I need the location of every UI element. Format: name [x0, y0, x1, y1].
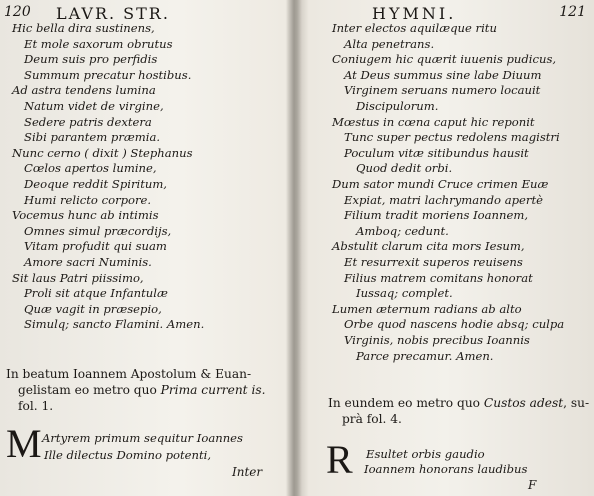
- right-verse-line: Iussaq; complet.: [356, 286, 453, 301]
- left-verse-line: Sibi parantem præmia.: [24, 130, 161, 145]
- left-verse-line: Nunc cerno ( dixit ) Stephanus: [12, 145, 193, 160]
- right-verse-line: Lumen æternum radians ab alto: [332, 301, 522, 316]
- right-drop-cap: R: [326, 437, 353, 482]
- left-verse-line: Omnes simul præcordijs,: [24, 223, 172, 238]
- left-verse-line: Amore sacri Numinis.: [24, 255, 152, 269]
- right-catchword: F: [528, 478, 537, 492]
- right-hymn-line-2: Ioannem honorans laudibus: [364, 462, 528, 476]
- left-verse-line: Proli sit atque Infantulæ: [24, 286, 168, 301]
- left-running-head: [0, 4, 290, 22]
- left-rubric-line-2: [18, 383, 265, 398]
- right-verse-line: Coniugem hic quærit iuuenis pudicus,: [332, 52, 557, 67]
- right-verse-line: Virginem seruans numero locauit: [344, 83, 541, 98]
- right-verse-line: Amboq; cedunt.: [356, 223, 449, 238]
- right-verse-line: Mœstus in cœna caput hic reponit: [332, 114, 535, 129]
- left-running-title: LAVR. STR.: [56, 4, 170, 23]
- left-verse-line: Humi relicto corpore.: [24, 192, 152, 207]
- right-verse-line: Expiat, matri lachrymando apertè: [344, 192, 543, 207]
- left-rubric-text: gelistam eo metro quo: [18, 383, 161, 397]
- left-verse-line: Hic bella dira sustinens,: [12, 21, 155, 35]
- left-hymn-line-1: Artyrem primum sequitur Ioannes: [42, 431, 243, 445]
- left-drop-cap: M: [6, 421, 42, 466]
- right-rubric-line-1: [328, 396, 589, 411]
- left-verse-line: Vocemus hunc ab intimis: [12, 208, 159, 223]
- left-verse-line: Natum videt de virgine,: [24, 99, 164, 113]
- left-rubric-line-1: In beatum Ioannem Apostolum & Euan-: [6, 367, 252, 381]
- right-rubric-italic: Custos adest: [483, 396, 564, 410]
- right-running-head: [298, 4, 594, 22]
- right-verse-line: At Deus summus sine labe Diuum: [344, 67, 542, 82]
- left-hymn-line-2: Ille dilectus Domino potenti,: [44, 448, 212, 462]
- right-verse-line: Alta penetrans.: [344, 36, 435, 51]
- left-verse-line: Et mole saxorum obrutus: [24, 36, 173, 51]
- left-catchword: Inter: [232, 465, 263, 479]
- right-rubric-suffix: , su-: [563, 396, 590, 410]
- right-running-title: HYMNI.: [372, 4, 457, 23]
- left-verse-line: Sit laus Patri piissimo,: [12, 270, 144, 285]
- left-verse-line: Quæ vagit in præsepio,: [24, 301, 162, 316]
- right-verse-line: Filium tradit moriens Ioannem,: [344, 208, 529, 223]
- left-verse-line: Ad astra tendens lumina: [12, 83, 156, 98]
- left-verse-line: Summum precatur hostibus.: [24, 67, 192, 82]
- left-verse-line: Cœlos apertos lumine,: [24, 161, 157, 176]
- right-rubric-text: In eundem eo metro quo: [328, 396, 484, 410]
- left-page: [0, 0, 290, 496]
- right-verse-line: Orbe quod nascens hodie absq; culpa: [344, 317, 565, 332]
- right-page: [298, 0, 594, 496]
- right-verse-line: Discipulorum.: [356, 99, 439, 113]
- right-verse-line: Abstulit clarum cita mors Iesum,: [332, 239, 525, 254]
- right-verse-line: Virginis, nobis precibus Ioannis: [344, 333, 530, 347]
- right-verse-line: Parce precamur. Amen.: [356, 348, 494, 363]
- left-verse-line: Simulq; sancto Flamini. Amen.: [24, 317, 205, 332]
- right-page-number: 121: [559, 4, 586, 20]
- right-rubric-line-2: prà fol. 4.: [342, 412, 402, 426]
- right-verse-line: Dum sator mundi Cruce crimen Euæ: [332, 177, 549, 191]
- right-verse-line: Inter electos aquilæque ritu: [332, 21, 497, 35]
- left-rubric-line-3: fol. 1.: [18, 399, 54, 413]
- right-verse-line: Filius matrem comitans honorat: [344, 270, 533, 285]
- left-verse-line: Vitam profudit qui suam: [24, 239, 167, 254]
- left-verse-line: Sedere patris dextera: [24, 114, 152, 129]
- left-page-number: 120: [4, 4, 31, 20]
- left-verse-line: Deum suis pro perfidis: [24, 52, 158, 67]
- right-hymn-line-1: Esultet orbis gaudio: [366, 447, 485, 461]
- left-verse-line: Deoque reddit Spiritum,: [24, 177, 167, 191]
- right-verse-line: Quod dedit orbi.: [356, 161, 453, 176]
- right-verse-line: Tunc super pectus redolens magistri: [344, 130, 560, 145]
- right-verse-line: Et resurrexit superos reuisens: [344, 255, 523, 269]
- right-verse-line: Poculum vitæ sitibundus hausit: [344, 145, 529, 160]
- left-rubric-italic: Prima current is.: [160, 383, 266, 397]
